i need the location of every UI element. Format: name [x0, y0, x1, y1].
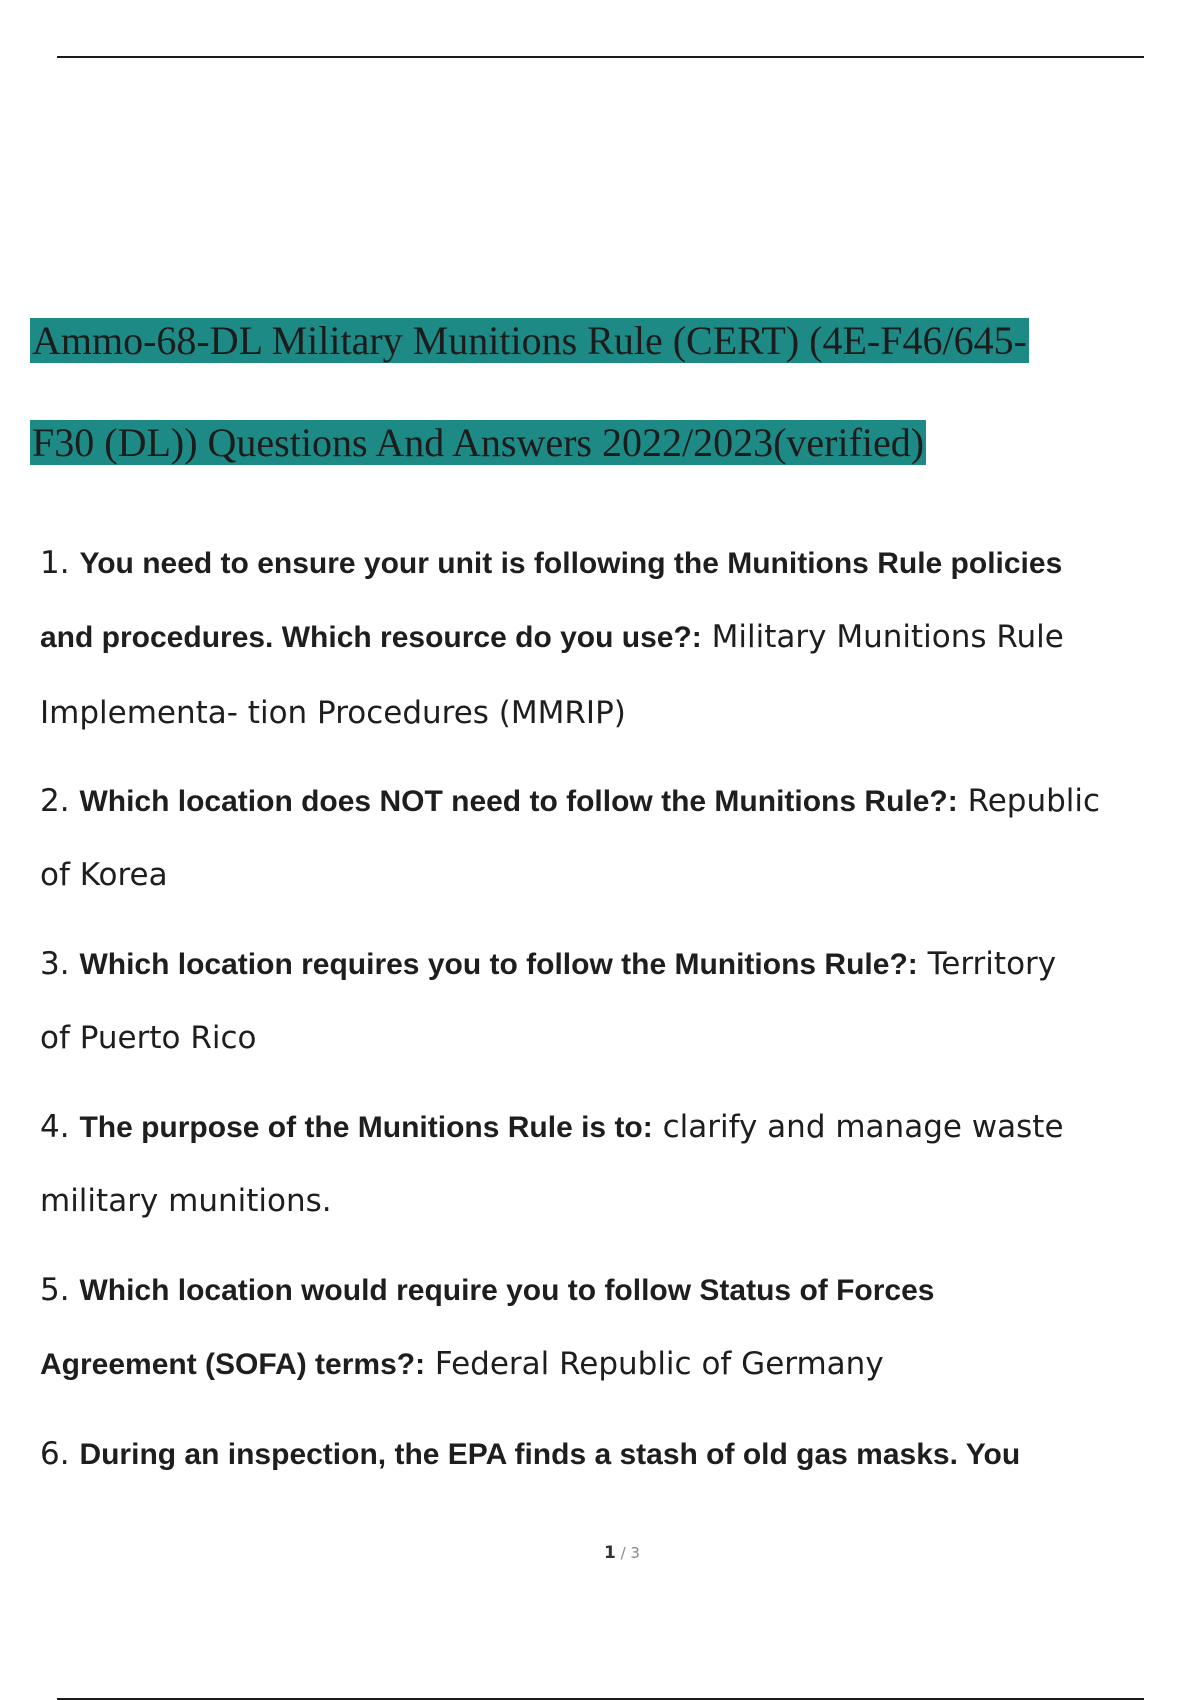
- qa-line: [40, 695, 626, 731]
- qa-line: [40, 1109, 1064, 1145]
- document-title-line-2: [30, 418, 926, 468]
- question-text: During an inspection, the EPA finds a stash of old gas masks. You: [79, 1438, 1021, 1471]
- question-text: The purpose of the Munitions Rule is to:: [79, 1111, 653, 1144]
- answer-text: Republic: [957, 783, 1101, 819]
- answer-text: military munitions.: [40, 1183, 332, 1219]
- answer-text: clarify and manage waste: [652, 1109, 1064, 1145]
- item-number: 2.: [40, 783, 70, 819]
- qa-line: [40, 1436, 1020, 1472]
- question-text: Which location would require you to follow Status of Forces: [79, 1274, 935, 1307]
- answer-text: of Korea: [40, 857, 168, 893]
- item-number: 6.: [40, 1436, 70, 1472]
- title-highlight: Ammo-68-DL Military Munitions Rule (CERT) (4E-F46/645-: [32, 318, 1027, 363]
- qa-line: [40, 1183, 332, 1219]
- question-text: Agreement (SOFA) terms?:: [40, 1348, 426, 1381]
- answer-text: Federal Republic of Germany: [425, 1346, 884, 1382]
- answer-text: of Puerto Rico: [40, 1020, 257, 1056]
- item-number: 1.: [40, 545, 70, 581]
- answer-text: Territory: [917, 946, 1057, 982]
- answer-text: Implementa- tion Procedures (MMRIP): [40, 695, 626, 731]
- item-number: 5.: [40, 1272, 70, 1308]
- item-number: 3.: [40, 946, 70, 982]
- question-text: and procedures. Which resource do you use?:: [40, 621, 702, 654]
- document-title-line-1: [30, 316, 1029, 366]
- qa-line: [40, 545, 1062, 581]
- qa-line: [40, 946, 1056, 982]
- top-rule: [57, 56, 1144, 58]
- question-text: Which location does NOT need to follow the Munitions Rule?:: [79, 785, 958, 818]
- total-pages: / 3: [615, 1544, 640, 1562]
- qa-line: [40, 1272, 934, 1308]
- item-number: 4.: [40, 1109, 70, 1145]
- answer-text: Military Munitions Rule: [701, 619, 1064, 655]
- current-page: 1: [604, 1543, 616, 1563]
- qa-line: [40, 1346, 884, 1382]
- qa-line: [40, 783, 1100, 819]
- question-text: You need to ensure your unit is following the Munitions Rule policies: [79, 547, 1063, 580]
- qa-line: [40, 857, 168, 893]
- title-highlight: F30 (DL)) Questions And Answers 2022/2023(verified): [32, 420, 925, 465]
- qa-line: [40, 1020, 257, 1056]
- qa-line: [40, 619, 1064, 655]
- question-text: Which location requires you to follow the Munitions Rule?:: [79, 948, 918, 981]
- page-indicator: [0, 1543, 1200, 1563]
